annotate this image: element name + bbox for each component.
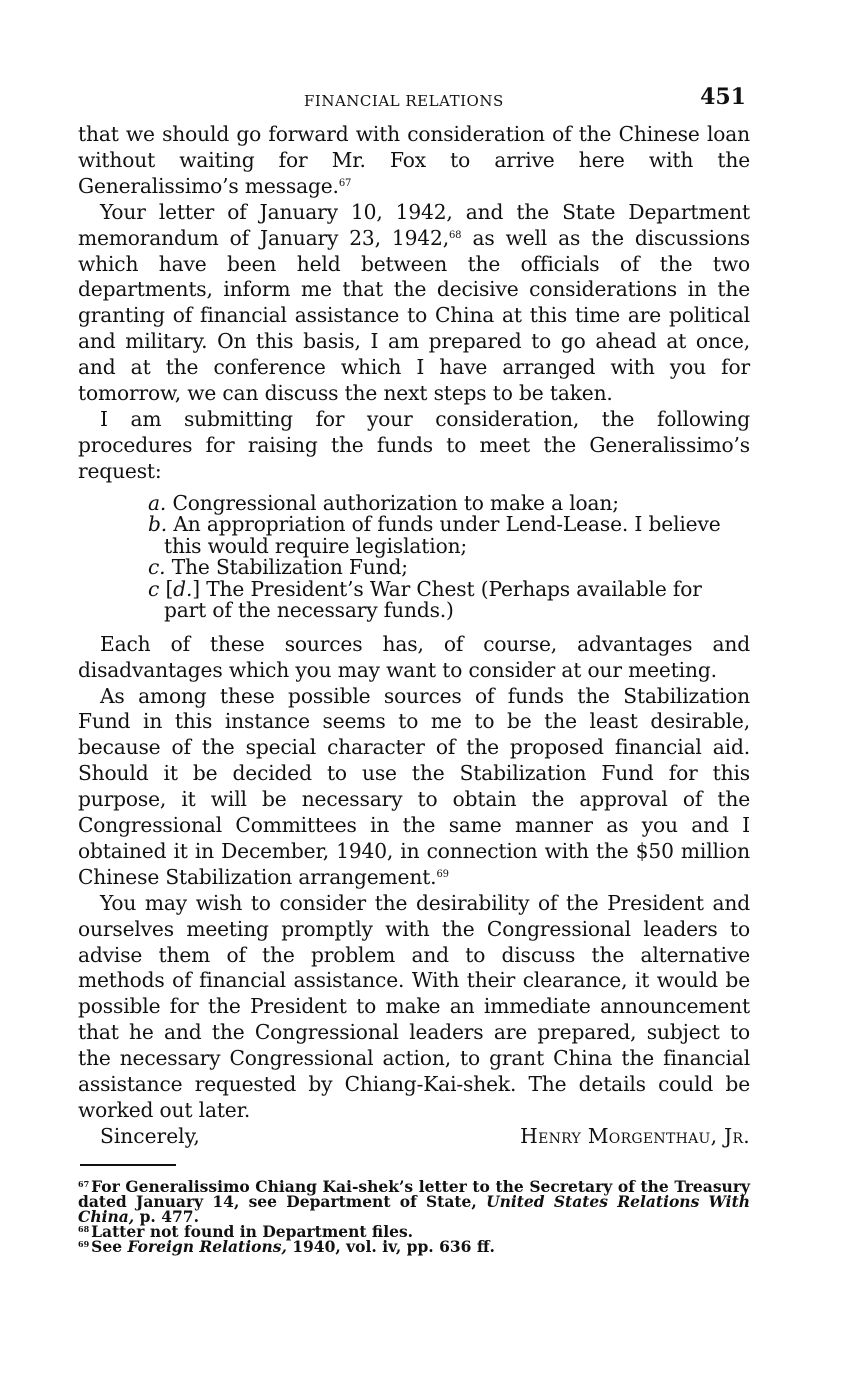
footnote-67-text-b: p. 477. bbox=[134, 1206, 199, 1226]
running-head bbox=[78, 78, 750, 122]
footnote-69-text-a: See bbox=[91, 1236, 128, 1256]
signoff bbox=[78, 1124, 750, 1152]
procedures-list bbox=[78, 490, 750, 623]
list-marker-b: b. bbox=[148, 512, 168, 537]
closing: Sincerely, bbox=[100, 1123, 200, 1148]
list-item-d bbox=[78, 576, 750, 623]
list-text-b: An appropriation of funds under Lend-Lease. I believe this would require legislation; bbox=[164, 512, 721, 558]
footnote-ref-69: 69 bbox=[436, 868, 449, 880]
paragraph-6-text: You may wish to consider the desirability of the President and ourselves meeting promptly with the Congressional leaders to advise them of the problem and to discuss the alternative methods of financial assistance. With their clearance, it would be possible for the President to make an immediate announcement that he and the Congressional leaders are prepared, subject to the necessary Congressional action, to grant China the financial assistance requested by Chiang-Kai-shek. The details could be worked out later. bbox=[78, 890, 750, 1122]
paragraph-5 bbox=[78, 684, 750, 891]
footnote-divider bbox=[80, 1164, 176, 1166]
letter-body bbox=[78, 122, 750, 1152]
footnotes bbox=[78, 1176, 750, 1256]
list-item-b bbox=[78, 514, 750, 557]
page-number: 451 bbox=[700, 84, 746, 110]
paragraph-5-text: As among these possible sources of funds the Stabilization Fund in this instance seems to me to be the least desirable, because of the special character of the proposed financial aid. Should it be decided to use the Stabilization Fund for this purpose, it will be necessary to obtain the approval of the Congressional Committees in the same manner as you and I obtained it in December, 1940, in connection with the $50 million Chinese Stabilization arrangement. bbox=[78, 683, 750, 889]
paragraph-1-text: that we should go forward with consideration of the Chinese loan without waiting for Mr. Fox to arrive here with the Generalissimo’s message. bbox=[78, 122, 750, 198]
list-item-a bbox=[78, 490, 750, 515]
footnote-69-text-b: 1940, vol. iv, pp. 636 ff. bbox=[286, 1236, 495, 1256]
paragraph-2-text-b: as well as the discussions which have been held between the officials of the two departments, inform me that the decisive considerations in the granting of financial assistance to China at this time are political and military. On this basis, I am prepared to go ahead at once, and at the conference which I have arranged with you for tomorrow, we can discuss the next steps to be taken. bbox=[78, 225, 750, 406]
list-marker-a: a. bbox=[148, 490, 167, 515]
list-marker-c: c. bbox=[148, 555, 166, 580]
paragraph-2 bbox=[78, 200, 750, 407]
footnote-68-number: 68 bbox=[78, 1223, 90, 1234]
list-item-c bbox=[78, 557, 750, 579]
footnote-69-number: 69 bbox=[78, 1238, 90, 1249]
paragraph-2-text-a: Your letter of January 10, 1942, and the State Department memorandum of January 23, 1942, bbox=[78, 199, 750, 250]
document-page bbox=[78, 78, 750, 1254]
footnote-ref-67: 67 bbox=[338, 177, 352, 189]
footnote-67-title: United States Relations With China, bbox=[78, 1191, 750, 1226]
footnote-67-text-a: For Generalissimo Chiang Kai-shek’s letter to the Secretary of the Treasury dated January 14, see Department of State, bbox=[78, 1176, 750, 1211]
paragraph-3-text: I am submitting for your consideration, the following procedures for raising the funds to meet the Generalissimo’s request: bbox=[78, 406, 750, 483]
list-marker-d bbox=[148, 577, 200, 601]
footnote-ref-68: 68 bbox=[448, 229, 462, 241]
paragraph-4 bbox=[78, 632, 750, 684]
footnote-67-number: 67 bbox=[78, 1178, 90, 1189]
list-marker-d-d: d. bbox=[173, 576, 193, 601]
list-marker-d-c: c bbox=[148, 576, 160, 601]
paragraph-6 bbox=[78, 891, 750, 1124]
footnote-68-text: Latter not found in Department files. bbox=[91, 1221, 414, 1241]
list-text-d: The President’s War Chest (Perhaps available for part of the necessary funds.) bbox=[164, 576, 702, 623]
footnote-69-title: Foreign Relations, bbox=[127, 1236, 287, 1256]
list-marker-d-open: [ bbox=[165, 576, 174, 601]
paragraph-1 bbox=[78, 122, 750, 200]
list-marker-d-close: ] bbox=[192, 576, 200, 601]
footnote-67 bbox=[78, 1176, 750, 1226]
running-title: FINANCIAL RELATIONS bbox=[304, 92, 504, 110]
list-text-a: Congressional authorization to make a loan; bbox=[172, 490, 619, 515]
footnote-69 bbox=[78, 1236, 750, 1256]
paragraph-3 bbox=[78, 407, 750, 485]
list-text-c: The Stabilization Fund; bbox=[171, 555, 408, 580]
paragraph-4-text: Each of these sources has, of course, advantages and disadvantages which you may want to consider at our meeting. bbox=[78, 631, 750, 682]
signature: Henry Morgenthau, Jr. bbox=[520, 1123, 750, 1148]
